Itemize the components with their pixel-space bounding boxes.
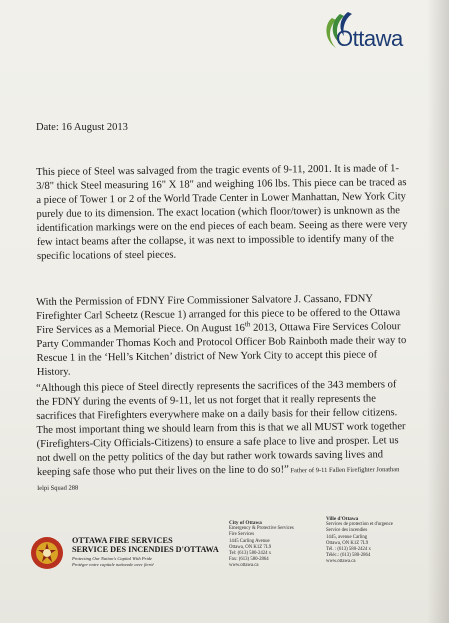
address-fr-line: Tél. : (613) 580-2424 x bbox=[326, 547, 371, 553]
address-fr-line: www.ottawa.ca bbox=[326, 559, 356, 565]
address-fr-line: Services de protection et d'urgence bbox=[326, 522, 393, 528]
address-en-line: Tel: (613) 580-2424 x bbox=[229, 551, 272, 557]
letter-date: Date: 16 August 2013 bbox=[36, 122, 128, 133]
address-fr-line: Service des incendies bbox=[326, 528, 368, 534]
fire-services-name-en: OTTAWA FIRE SERVICES bbox=[72, 536, 173, 545]
address-en-line: www.ottawa.ca bbox=[229, 563, 259, 569]
address-en-line: Ottawa, ON K1Z 7L9 bbox=[229, 544, 272, 550]
letterhead-footer bbox=[0, 500, 449, 623]
address-en-line: Emergency & Protective Services bbox=[229, 526, 294, 532]
address-en-line: Fax: (613) 580-2864 bbox=[229, 557, 269, 563]
paragraph-permission-text-a: With the Permission of FDNY Fire Commissioner Salvatore J. Cassano, FDNY Firefighter Carl Scheetz (Rescue 1) arranged for this piece to be offered to the Ottawa Fire Services as a Memorial Piece. On August 16 bbox=[36, 293, 401, 336]
fire-services-tagline-en: Protecting Our Nation's Capital With Pride bbox=[72, 556, 153, 561]
address-fr-line: 1445, avenue Carling bbox=[326, 534, 368, 540]
page-shadow bbox=[427, 0, 449, 623]
address-en-head: City of Ottawa bbox=[229, 520, 262, 526]
fire-services-tagline-fr: Protéger notre capitale nationale avec fierté bbox=[72, 562, 154, 567]
address-block-fr bbox=[326, 516, 393, 566]
paragraph-permission-text-b: 2013, Ottawa Fire Services Colour Party Commander Thomas Koch and Protocol Officer Bob Rainboth made their way to Rescue 1 in the ‘Hell’s Kitchen’ district of New York City to accept this piece of History. bbox=[36, 321, 407, 378]
address-block-en bbox=[229, 520, 294, 570]
address-fr-line: Ottawa, ON K1Z 7L9 bbox=[326, 540, 369, 546]
address-fr-line: Téléc.: (613) 580-2864 bbox=[326, 553, 371, 559]
quote-text: “Although this piece of Steel directly represents the sacrifices of the 343 members of the FDNY during the events of 9-11, let us not forget that it really represents the sacrifices that Firefighters everywhere make on a daily basis for their fellow citizens. The most important thing we should learn from this is that we all MUST work together (Firefighters-City Officials-Citizens) to ensure a safe place to live and prosper. Let us not dwell on the petty politics of the day but rather work towards saving lives and keeping safe those who put their lives on the line to do so!” bbox=[36, 379, 406, 478]
fire-services-name-fr: SERVICE DES INCENDIES D'OTTAWA bbox=[72, 545, 219, 554]
address-en-line: Fire Services bbox=[229, 532, 255, 538]
ottawa-logo-text: Ottawa bbox=[336, 26, 403, 51]
paragraph-permission bbox=[36, 292, 409, 380]
ordinal-suffix: th bbox=[244, 320, 251, 329]
address-fr-head: Ville d'Ottawa bbox=[326, 516, 359, 522]
paragraph-quote bbox=[36, 378, 409, 496]
quote-attribution: Father of 9-11 Fallen Firefighter Jonathan Ielpi Squad 288 bbox=[37, 466, 400, 492]
paragraph-steel-origin: This piece of Steel was salvaged from the tragic events of 9-11, 2001. It is made of 1-3/8" thick Steel measuring 16" X 18" and weighing 106 lbs. This piece can be traced as a piece of Tower 1 or 2 of the World Trade Center in Lower Manhattan, New York City purely due to its dimension. The exact location (which floor/tower) is unknown as the identification markings were on the end pieces of each beam. Seeing as there were very few intact beams after the collapse, it was next to impossible to identify many of the specific locations of steel pieces. bbox=[36, 163, 408, 262]
fire-services-crest-icon bbox=[30, 536, 64, 570]
address-en-line: 1445 Carling Avenue bbox=[229, 538, 270, 544]
